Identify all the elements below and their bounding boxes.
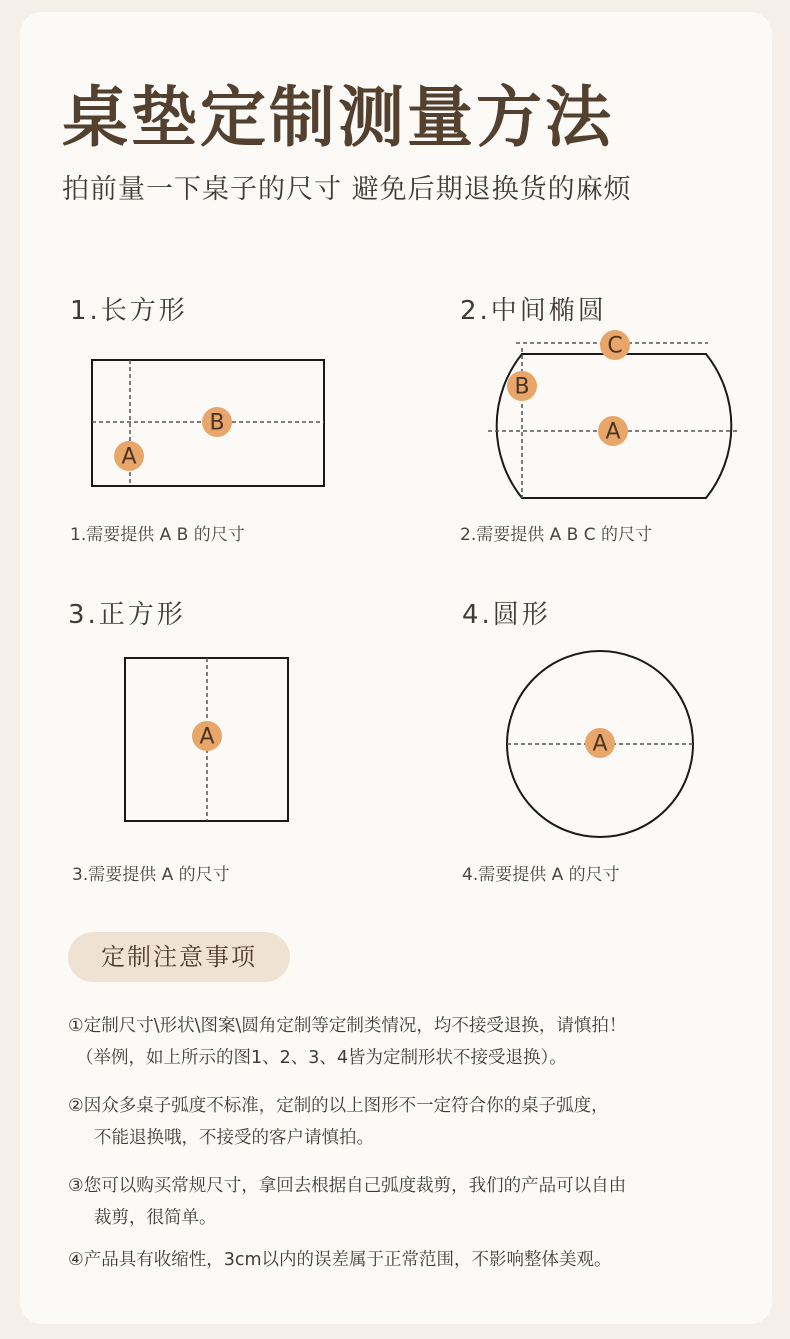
notes-heading: 定制注意事项: [68, 932, 290, 982]
badge-a-label: A: [605, 419, 621, 445]
section-title-circle: 4.圆形: [462, 600, 551, 630]
caption-square: 3.需要提供 A 的尺寸: [72, 865, 230, 885]
section-title-square: 3.正方形: [68, 600, 186, 630]
note-item-1-line1: ①定制尺寸\形状\图案\圆角定制等定制类情况，均不接受退换，请慎拍！: [68, 1016, 627, 1036]
note-item-4-line1: ④产品具有收缩性，3cm以内的误差属于正常范围，不影响整体美观。: [68, 1250, 612, 1270]
note-item-2-line2: 不能退换哦，不接受的客户请慎拍。: [94, 1128, 374, 1148]
circle-diagram: [504, 650, 696, 842]
section-title-ellipse: 2.中间椭圆: [460, 296, 607, 326]
note-item-4: [68, 1244, 612, 1276]
caption-circle: 4.需要提供 A 的尺寸: [462, 865, 620, 885]
note-item-3-line2: 裁剪，很简单。: [94, 1208, 217, 1228]
square-diagram: [124, 657, 292, 825]
note-item-1-line2: （举例，如上所示的图1、2、3、4皆为定制形状不接受退换）。: [76, 1048, 567, 1068]
ellipse-diagram: [486, 328, 742, 503]
note-item-1: [68, 1010, 626, 1074]
note-item-3-line1: ③您可以购买常规尺寸，拿回去根据自己弧度裁剪，我们的产品可以自由: [68, 1176, 627, 1196]
badge-a-label: A: [121, 444, 137, 470]
page-title: 桌垫定制测量方法: [62, 79, 614, 156]
badge-a-label: A: [199, 724, 215, 750]
badge-c-label: C: [607, 333, 623, 359]
badge-b-label: B: [209, 410, 225, 436]
caption-ellipse: 2.需要提供 A B C 的尺寸: [460, 525, 652, 545]
page-subtitle: 拍前量一下桌子的尺寸 避免后期退换货的麻烦: [62, 174, 632, 205]
section-title-rectangle: 1.长方形: [70, 296, 188, 326]
rectangle-diagram: [90, 358, 330, 490]
caption-rectangle: 1.需要提供 A B 的尺寸: [70, 525, 245, 545]
badge-a-label: A: [592, 731, 608, 757]
note-item-3: [68, 1170, 626, 1234]
badge-b-label: B: [514, 374, 530, 400]
note-item-2-line1: ②因众多桌子弧度不标准，定制的以上图形不一定符合你的桌子弧度，: [68, 1096, 609, 1116]
note-item-2: [68, 1090, 609, 1154]
